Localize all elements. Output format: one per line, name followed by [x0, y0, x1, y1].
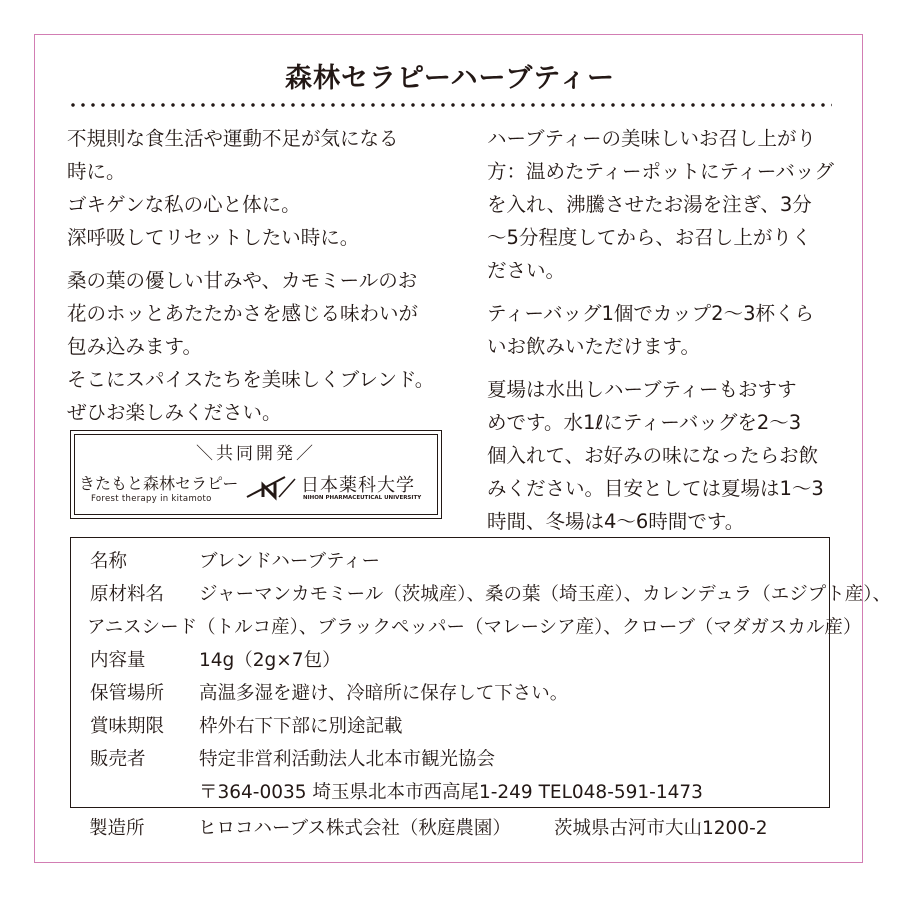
flavor-paragraph [67, 264, 457, 429]
dotted-divider [68, 103, 832, 107]
text-line: めです。水1ℓにティーバッグを2〜3 [487, 411, 802, 434]
text-line: ぜひお楽しみください。 [67, 401, 282, 424]
text-line: ハーブティーの美味しいお召し上がり [487, 127, 816, 150]
info-value: ジャーマンカモミール（茨城産）、桑の葉（埼玉産）、カレンデュラ（エジプト産）、 [199, 584, 891, 605]
maker-address: 茨城県古河市大山1200-2 [554, 818, 768, 839]
collaboration-heading: ＼共同開発／ [196, 444, 316, 464]
info-value: 〒364-0035 埼玉県北本市西高尾1-249 TEL048-591-1473 [199, 782, 703, 803]
page-title: 森林セラピーハーブティー [284, 63, 616, 94]
info-value: アニスシード（トルコ産）、ブラックペッパー（マレーシア産）、クローブ（マダガスカル産） [87, 617, 862, 638]
text-line: 花のホッとあたたかさを感じる味わいが [67, 302, 419, 325]
text-line: 時に。 [67, 160, 126, 183]
info-key: 販売者 [90, 749, 146, 770]
text-line: 深呼吸してリセットしたい時に。 [67, 226, 360, 249]
info-key: 名称 [90, 551, 128, 572]
university-logo-text: 日本薬科大学 [301, 475, 415, 496]
product-info-box [70, 537, 891, 808]
text-line: 夏場は水出しハーブティーもおすす [487, 378, 797, 401]
left-column [67, 122, 457, 439]
intro-paragraph [67, 122, 457, 254]
info-key: 内容量 [90, 650, 146, 671]
text-line: ださい。 [487, 259, 566, 282]
info-value: 枠外右下下部に別途記載 [199, 716, 403, 737]
maker-label: 製造所 [89, 818, 145, 839]
university-mark-icon [245, 473, 297, 503]
forest-therapy-logo-text: きたもと森林セラピー [79, 474, 239, 493]
info-value: ブレンドハーブティー [199, 551, 381, 572]
servings-paragraph [487, 297, 837, 363]
cold-brew-paragraph [487, 373, 837, 538]
text-line: を入れ、沸騰させたお湯を注ぎ、3分 [487, 193, 812, 216]
text-line: ゴキゲンな私の心と体に。 [67, 193, 301, 216]
text-line: 個入れて、お好みの味になったらお飲 [487, 444, 819, 467]
forest-therapy-logo-subtext: Forest therapy in kitamoto [91, 494, 212, 504]
text-line: 不規則な食生活や運動不足が気になる [67, 127, 399, 150]
text-line: そこにスパイスたちを美味しくブレンド。 [67, 368, 435, 391]
brewing-paragraph [487, 122, 837, 287]
text-line: 〜5分程度してから、お召し上がりく [487, 226, 812, 249]
info-key: 原材料名 [90, 584, 165, 605]
text-line: みください。目安としては夏場は1〜3 [487, 477, 824, 500]
info-value: 高温多湿を避け、冷暗所に保存して下さい。 [199, 683, 569, 704]
university-logo-subtext: NIHON PHARMACEUTICAL UNIVERSITY [303, 495, 422, 501]
text-line: 方：温めたティーポットにティーバッグ [487, 160, 834, 183]
info-key: 賞味期限 [90, 716, 165, 737]
text-line: ティーバッグ1個でカップ2〜3杯くら [487, 302, 814, 325]
text-line: 包み込みます。 [67, 335, 202, 358]
collaboration-box [70, 430, 442, 519]
right-column [487, 122, 837, 548]
text-line: 桑の葉の優しい甘みや、カモミールのお [67, 269, 418, 292]
info-key: 保管場所 [90, 683, 165, 704]
info-value: 14g（2g×7包） [199, 650, 341, 671]
text-line: 時間、冬場は4〜6時間です。 [487, 510, 745, 533]
text-line: いお飲みいただけます。 [487, 335, 700, 358]
info-value: 特定非営利活動法人北本市観光協会 [199, 749, 496, 770]
maker-company: ヒロコハーブス株式会社（秋庭農園） [198, 818, 511, 839]
